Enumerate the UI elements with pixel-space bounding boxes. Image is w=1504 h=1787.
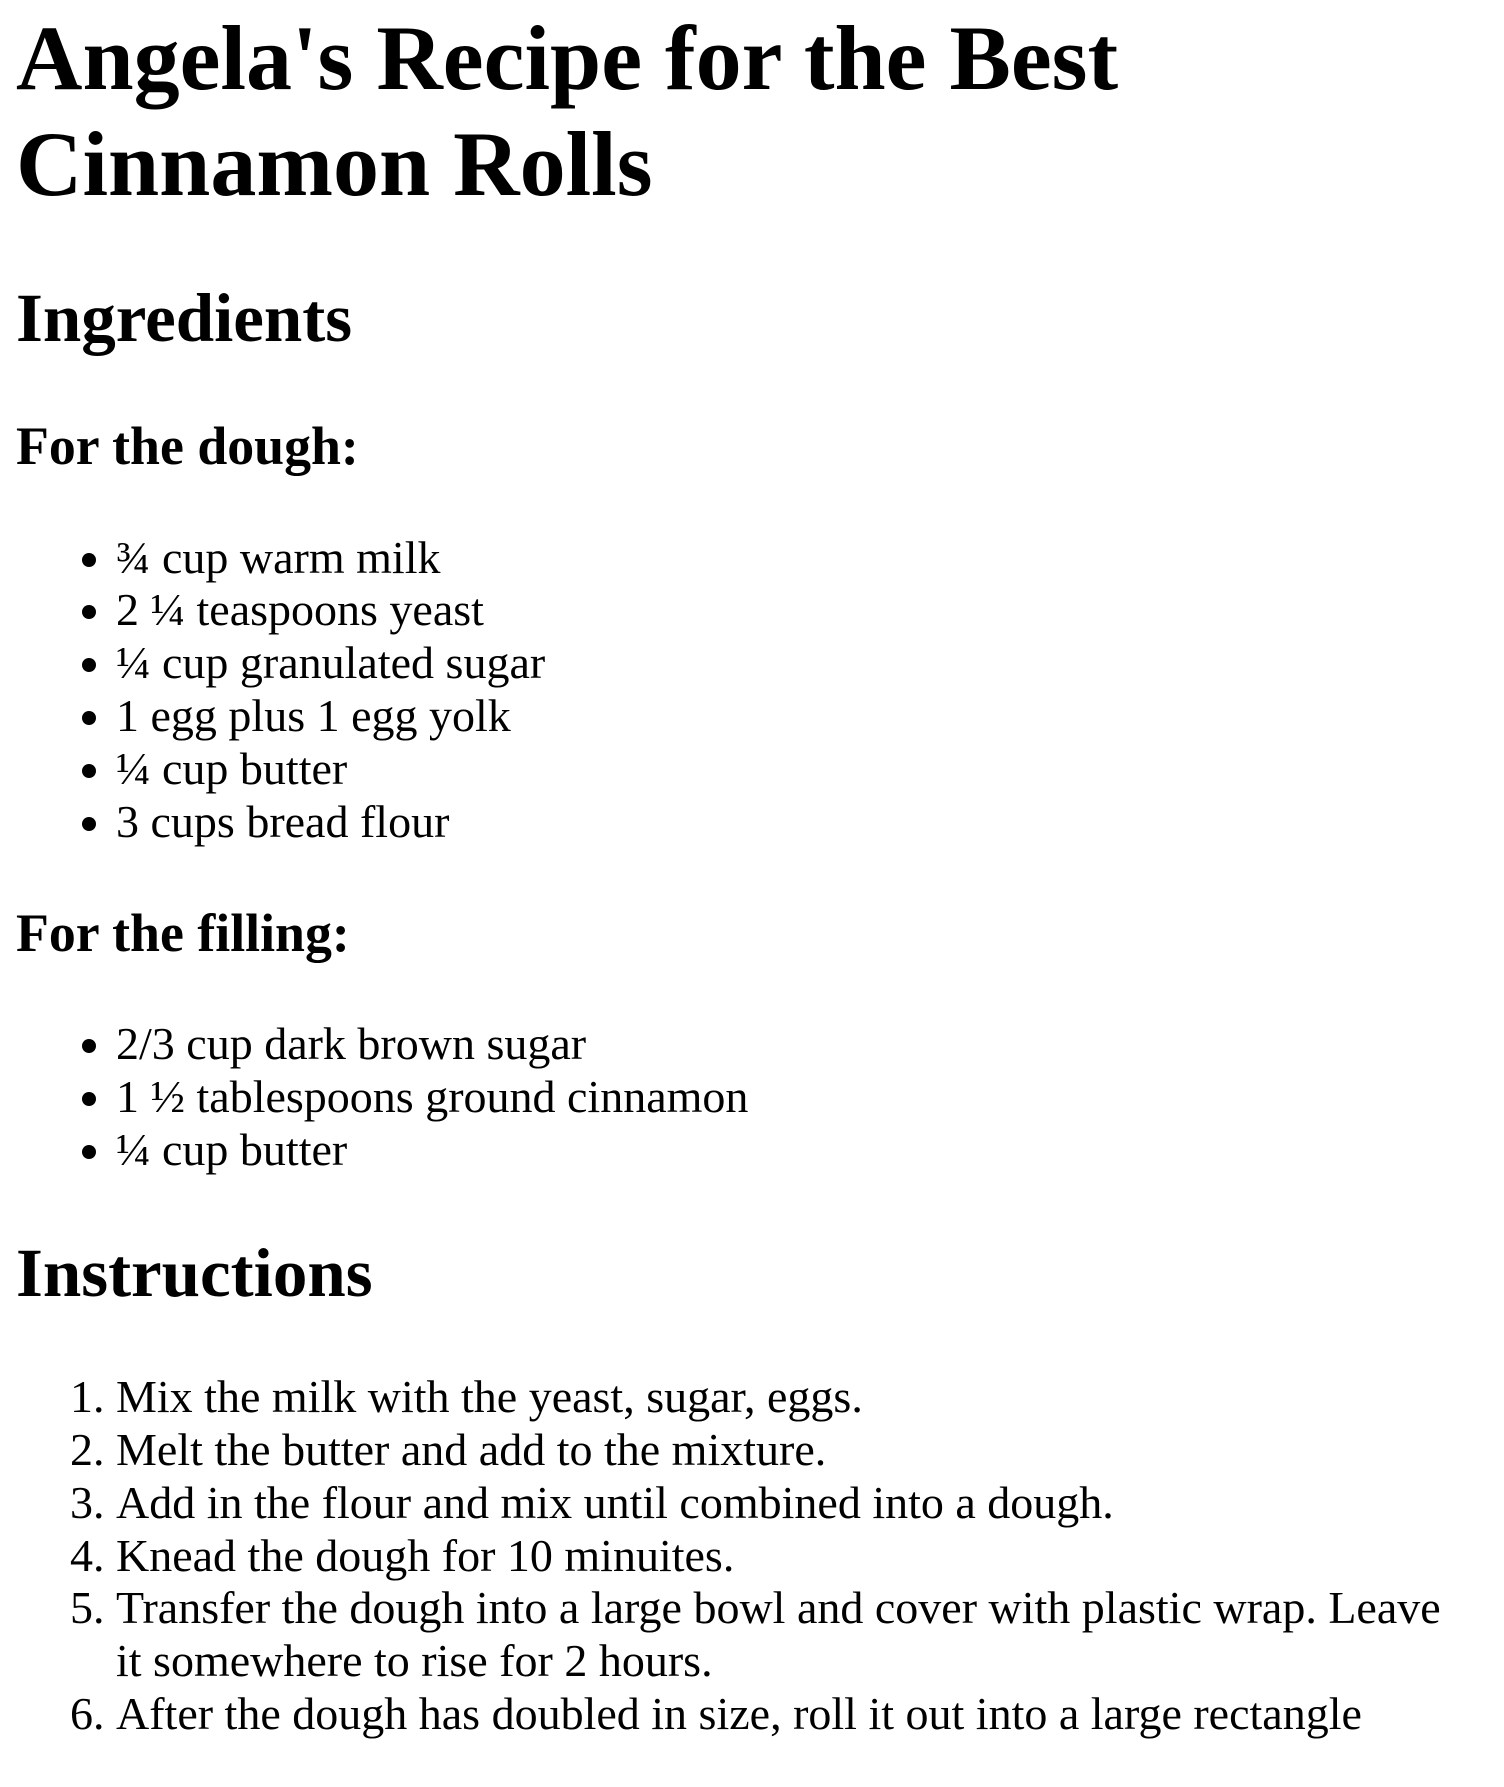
ingredient-item: • 1 egg plus 1 egg yolk [116, 690, 1461, 743]
instruction-step: 6. After the dough has doubled in size, roll it out into a large rectangle [116, 1688, 1461, 1741]
instruction-step: 4. Knead the dough for 10 minuites. [116, 1530, 1461, 1583]
ingredient-item: • 3 cups bread flour [116, 796, 1461, 849]
dough-subheading: For the dough: [16, 415, 359, 476]
filling-subheading: For the filling: [16, 902, 350, 963]
instruction-list [16, 1371, 1488, 1741]
ingredient-item: • ¼ cup granulated sugar [116, 637, 1461, 690]
dough-ingredient-list [16, 532, 1488, 849]
ingredient-item: • ¾ cup warm milk [116, 532, 1461, 585]
instruction-step: 1. Mix the milk with the yeast, sugar, eggs. [116, 1371, 1461, 1424]
instruction-step: 3. Add in the flour and mix until combined into a dough. [116, 1477, 1461, 1530]
instructions-heading: Instructions [16, 1235, 373, 1312]
ingredient-item: • ¼ cup butter [116, 743, 1461, 796]
ingredient-item: • 2/3 cup dark brown sugar [116, 1018, 1461, 1071]
instruction-step: 2. Melt the butter and add to the mixture. [116, 1424, 1461, 1477]
ingredient-item: • ¼ cup butter [116, 1124, 1461, 1177]
recipe-page [16, 6, 1488, 1741]
instruction-step: 5. Transfer the dough into a large bowl and cover with plastic wrap. Leave it somewhere to rise for 2 hours. [116, 1582, 1461, 1688]
ingredient-item: • 2 ¼ teaspoons yeast [116, 584, 1461, 637]
filling-ingredient-list [16, 1018, 1488, 1177]
page-title: Angela's Recipe for the Best Cinnamon Rolls [16, 7, 1119, 215]
ingredient-item: • 1 ½ tablespoons ground cinnamon [116, 1071, 1461, 1124]
ingredients-heading: Ingredients [16, 280, 353, 357]
